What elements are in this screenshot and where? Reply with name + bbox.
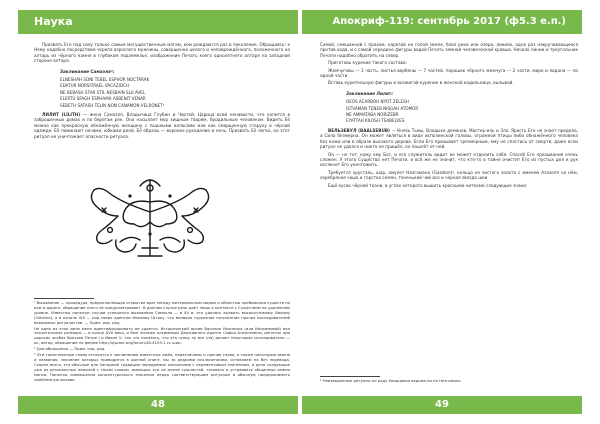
belzevul-paragraph-3: Требуется хрусталь, шар, амулет Назгомана (Gazelon)⁴, кольцо из чистого золота с именем Азазеля на нём, серебряная чаша и горстка семян, тоненький чей все и черная звезда шеи. <box>320 169 578 181</box>
footnote: ¹ Вызывание — процедура, предполагающая открытие врат между материальным миром и областью пребывания существ по ком и дороге, обращение этого не предусматривает. В данном случае речь идёт лишь о контакте с Существом на удалённом уровне. Известны попытки случаи успешного вызывания Самаэля — в XV в. его удалось вызвать высокочтимому Иохиму (Ottoline), а в начале XIX — ряд своих адептов Иоахиму Штоку, что вызвало сурьезное потрясение прочих последователей верховных ритуалистов. — Прим. изд. ред. <box>34 300 290 325</box>
invocation-line: ISTVAMAN TENEB NISGAH ATOMOR <box>346 105 419 111</box>
invocation-line: SEBETH SATASH TELIN NON CANAMON VELRONET³ <box>60 102 165 108</box>
samael-invocation-label: Заклинание Самаэля²: <box>60 68 115 74</box>
right-page-header: Апокриф-119: сентябрь 2017 (ф5.3 е.п.) <box>302 10 582 34</box>
footnote: Не одно из этих дела меня идентифицировать не удается. Исторический архив Василия Иконника (или Иоахимовой) вел значительные размеры — в конце XVII века, и был личным алхимиком Державного Адепта Софьи Алексеевны, регенты при царских особах братьев Петре I и Иване V, так что показать, что эта супру лу все (на) делает некоторые исследователи — ок, автор, обращение на ферме http://ujsome.org/forum/48-4103-1 сс шир. <box>34 325 290 346</box>
samael-invocation <box>34 77 290 108</box>
belzevul-paragraph-2: Он — не тот, кому ему Бог, и его служитель видит не может отделить себя. Способ Его призывания очень сложен. У этого Существа нет Печати, и всё же не значит, что кто-то в тайне очистит Его из пустых дел и рук иссякнет Его уничтожить. <box>320 151 578 168</box>
invocation-line: EDATUR NORSITRAEL VACAZIOCH <box>60 83 129 89</box>
right-footnotes <box>320 376 578 385</box>
left-page-number: 48 <box>18 396 298 414</box>
left-page-header: Наука <box>18 10 298 34</box>
footnote: ³ Эти таинственные слова относятся к заклинанию известных имён, неразличимы и прочие слова, а также некоторые имена и названия, значение которых приводится в данной книге, мы за редкими исключениями, оставляем на без перевода. Скорее всего, это обычные для Западной традиции передаемое заклинание с переменчивым значением, и дело следующее уже из резонансных немалей с таким словом, имеющих эти не менее сущностей, тасовать и устраивать общинные имени магии. Попытка совмещения концептуального значения перед соответствующим ритуалом в обычную предпринимать проблемную вызова. <box>34 352 290 382</box>
right-page <box>300 0 600 424</box>
footnote-divider <box>34 298 94 299</box>
footnote-divider <box>320 376 380 377</box>
invocation-line: ELNESHAH SONI TEBEL ESPHOR NOCTARAK <box>60 77 150 83</box>
prep-text-2: Вставь курительную фигуры и возжигай курение в женской кадильнице, вызывай. <box>328 80 514 86</box>
right-page-number: 49 <box>302 396 582 414</box>
prep-text: Жемчуговы — 1 часть, листья вербены — 7 частей, порошок чёрного жемчуга — 2 части, миро и ладана — по одной части. <box>320 67 578 79</box>
lilit-heading: ЛИЛИТ (LILITH) <box>42 112 81 118</box>
lilith-sigil-svg <box>80 172 220 264</box>
prep-title: Приготовь курение такого состава: <box>328 60 407 66</box>
lilith-invocation <box>320 99 578 124</box>
lilit-text: — жена Самаэля, Владычица Глубин и Чертей, Царица всей ненависти, что копится в заброшенных домах и по берегам рек. Она насылает мор хищным тварям, бродильным человеком. Видеть Её можно как прекрасную обнажённую женщину с пышными волосами или как сморщенную старуху в чёрной одежде. Её поминают ночами, юбками дней. Её образы — вороное рукоделие и ночь. Призвать Её легко, но этот ритуал не уничтожает опасности ритуала. <box>34 112 290 139</box>
lilit-paragraph <box>34 112 290 139</box>
right-intro-paragraph: Самой, смешанной с прахом, нарезай на голой земле, близ реки или озера, линиях, одна раз накручивающееся против хода, и с самой середине фигуры водой Печать земной человеческой кровью. Начало линии и треугольник Печати надобно обратить на север. <box>320 42 578 58</box>
invocation-line: ELERTU SFAGH ESPHAMA ASBENIT VENAR <box>60 96 146 102</box>
belzevul-heading: ВЕЛЬЗЕВУЛ (BAALSEBUB) <box>328 127 390 133</box>
footnote: ² Для обращения — Прим. изд. ред. <box>34 346 106 352</box>
invocation-line: OEOS ACARBOH NYOT ZELESH <box>346 99 409 105</box>
left-intro-paragraph: Призвать Его под силу только самым могущественным магам, ком рождаются раз в поколение. Обращаясь¹ к Нему надобно посредством черепа взрослого мужчины, совершенно целого и неповреждённого, положенного на алтарь из чёрного камня в глубоком подземелье, изображение Печать коего однолетнего алтаря на западной стороне алтаря. <box>34 42 290 64</box>
lilith-invocation-label: Заклинание Лилит: <box>346 90 394 96</box>
left-footnotes <box>34 298 290 384</box>
lilith-sigil-icon <box>80 172 220 264</box>
invocation-line: NE BEBASH STAR STIL NESBAIN SLU AVEL <box>60 89 146 95</box>
belzevul-paragraph <box>320 128 578 150</box>
footnote: ⁴ Неизведанные ритуалы по роду Кварцевая ведьма по на Незгомана <box>320 378 461 383</box>
belzevul-paragraph-4: Ещё кусок чёрной ткани, в углах которого вышить красными нитками следующие знаки: <box>328 182 528 188</box>
right-page-body <box>320 42 578 190</box>
belzevul-text: — Князь Тьмы, Владыка демонов, Мастер-иль и Зло. Ярость Его не знает предела, а Сила безмерна. Он может являться в виде исполинской головы, огромной птицы либо обнажённого человека без кожи или в образе высокого дерева. Если Его призывает чрезмерным, ему не спастись от смерти, даже если ритуал не удался и никто не пришёл, он пошлёт от ней. <box>320 127 578 150</box>
invocation-line: NE AMMATABA NORIZEBR <box>346 112 399 118</box>
invocation-line: EYATTAH KILOSH TSABELVES <box>346 118 405 124</box>
left-page-body <box>34 42 290 141</box>
